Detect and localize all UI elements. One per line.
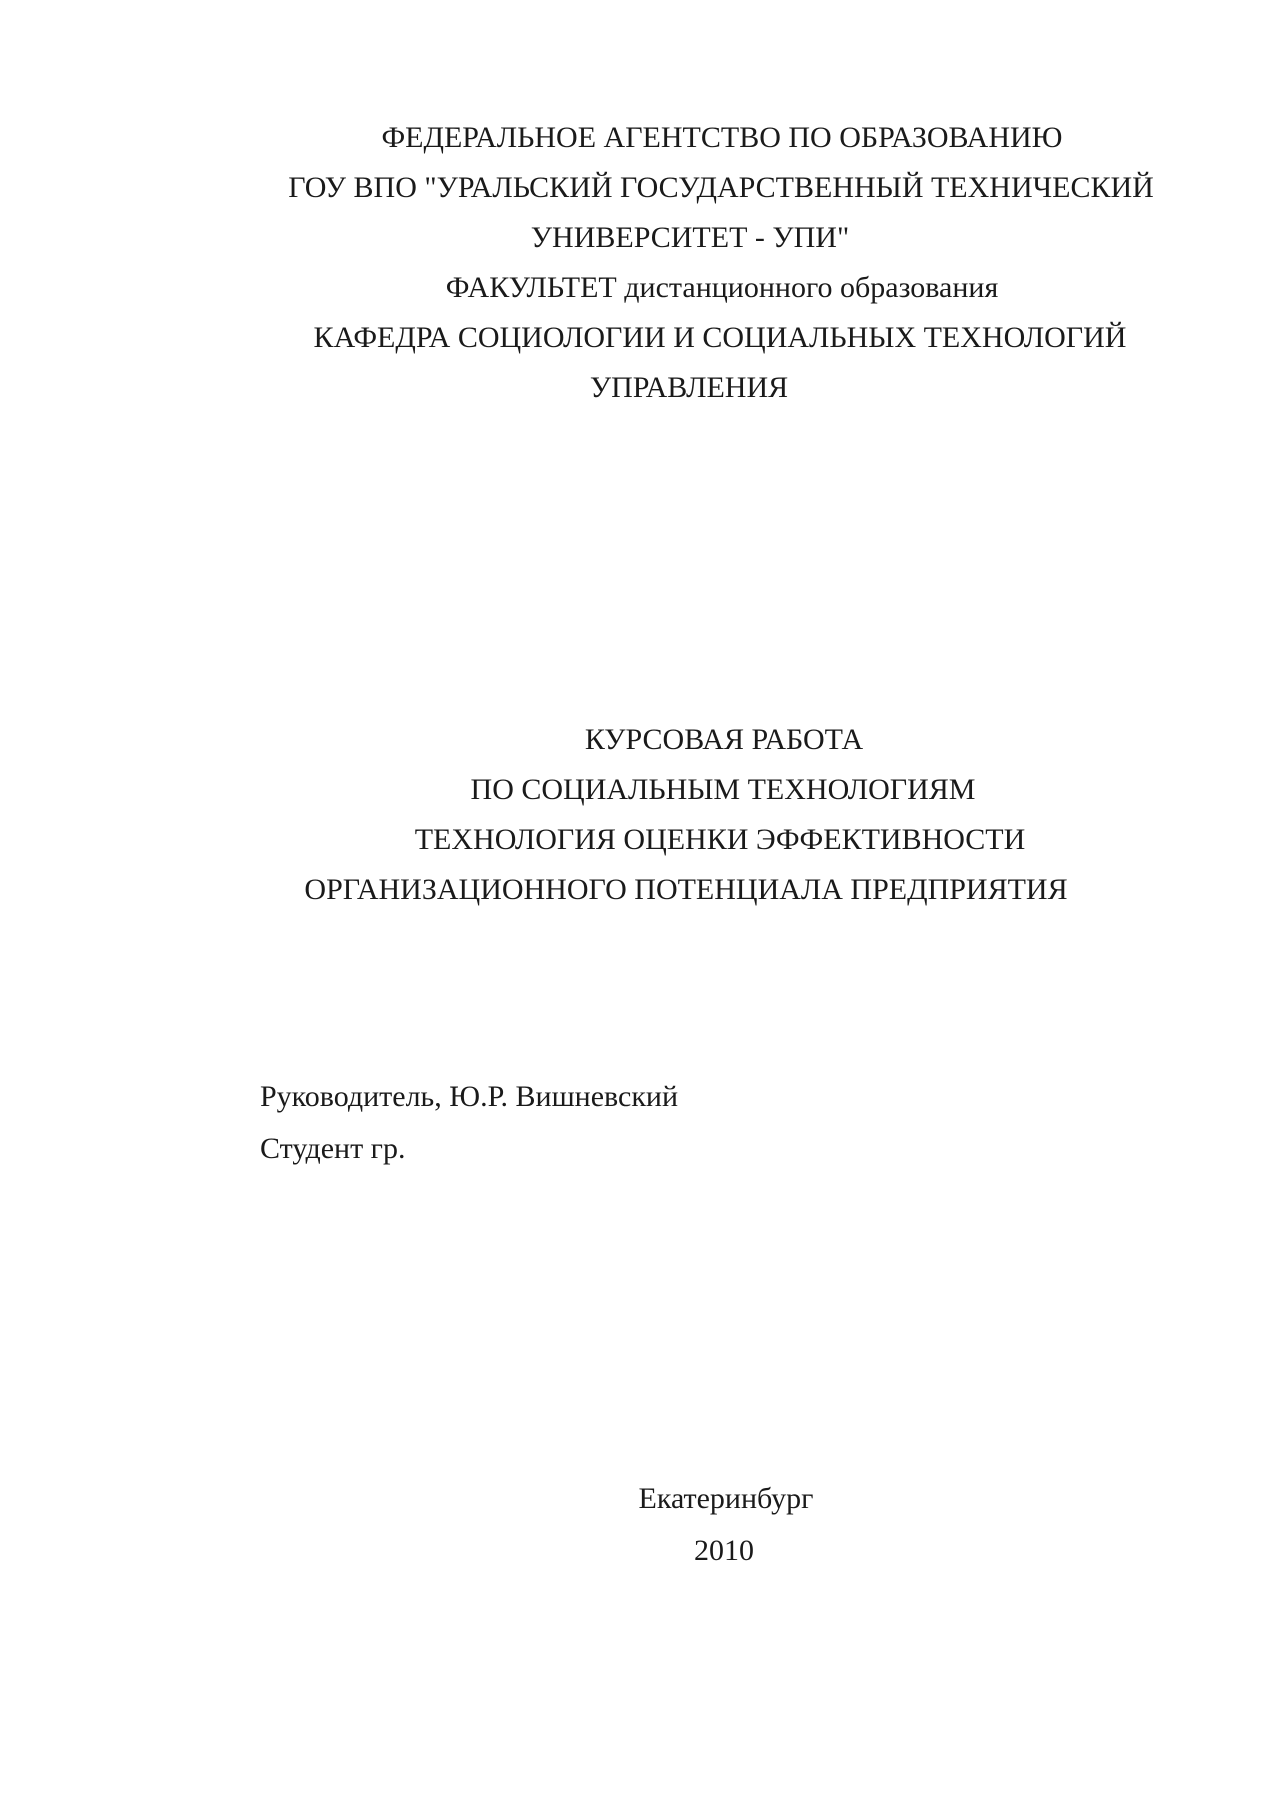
subject-title: ПО СОЦИАЛЬНЫМ ТЕХНОЛОГИЯМ [470, 773, 976, 806]
department-name-line1: КАФЕДРА СОЦИОЛОГИИ И СОЦИАЛЬНЫХ ТЕХНОЛОГИЙ [313, 321, 1127, 354]
student-line: Студент гр. [260, 1132, 406, 1165]
city-name: Екатеринбург [638, 1482, 814, 1515]
supervisor-line: Руководитель, Ю.Р. Вишневский [260, 1080, 679, 1113]
work-type-title: КУРСОВАЯ РАБОТА [584, 723, 864, 756]
agency-name: ФЕДЕРАЛЬНОЕ АГЕНТСТВО ПО ОБРАЗОВАНИЮ [381, 121, 1063, 154]
university-name-line2: УНИВЕРСИТЕТ - УПИ" [530, 221, 850, 254]
faculty-name: ФАКУЛЬТЕТ дистанционного образования [445, 271, 999, 304]
year: 2010 [694, 1534, 754, 1567]
topic-title-line1: ТЕХНОЛОГИЯ ОЦЕНКИ ЭФФЕКТИВНОСТИ [414, 823, 1026, 856]
university-name-line1: ГОУ ВПО "УРАЛЬСКИЙ ГОСУДАРСТВЕННЫЙ ТЕХНИЧЕСКИЙ [288, 171, 1154, 204]
department-name-line2: УПРАВЛЕНИЯ [589, 371, 789, 404]
topic-title-line2: ОРГАНИЗАЦИОННОГО ПОТЕНЦИАЛА ПРЕДПРИЯТИЯ [304, 873, 1068, 906]
